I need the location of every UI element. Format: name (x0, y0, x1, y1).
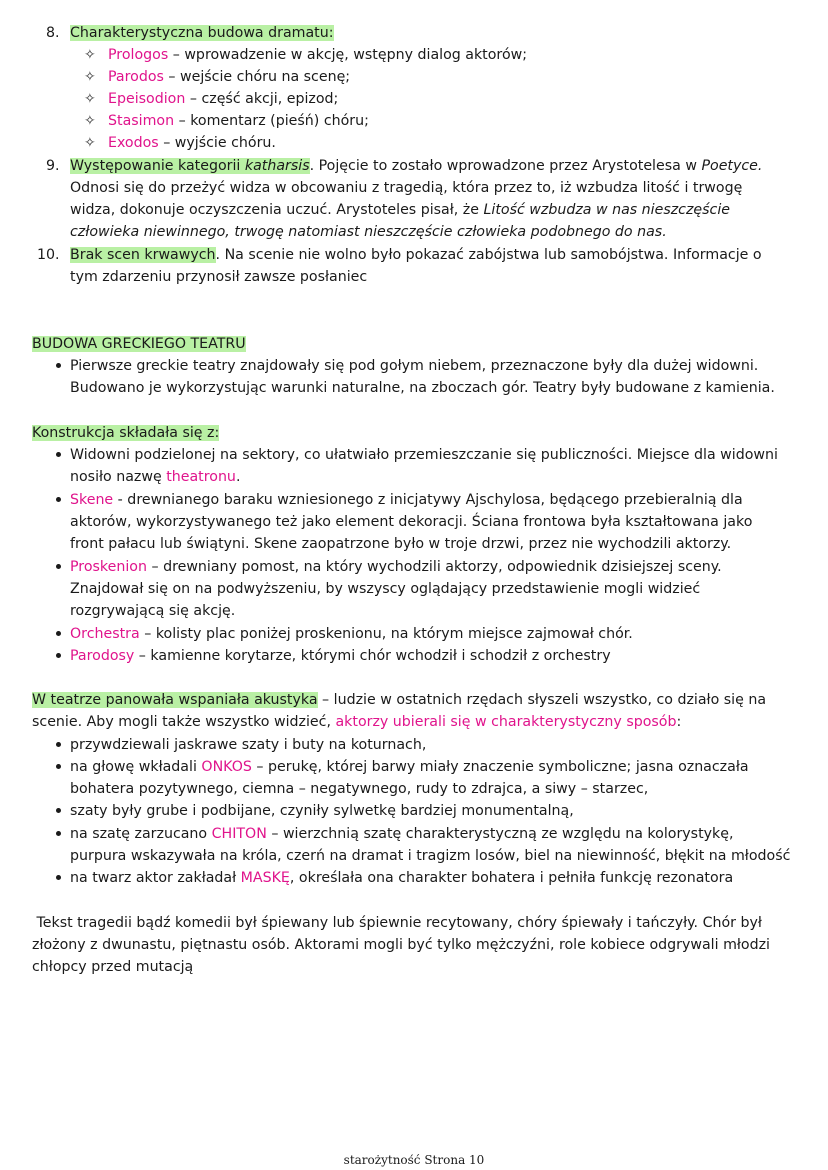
part-epeisodion: Epeisodion – część akcji, epizod; (108, 91, 339, 107)
proskenion-line-1: Proskenion – drewniany pomost, na który wychodzili aktorzy, odpowiednik dzisiejszej sceny. (70, 559, 722, 575)
bullet-icon (56, 564, 61, 569)
item-number: 9. (46, 158, 60, 174)
bullet-icon (56, 363, 61, 368)
item-9-line-1: Występowanie kategorii katharsis. Pojęcie to zostało wprowadzone przez Arystotelesa w Poetyce. (70, 158, 763, 174)
construction-heading: Konstrukcja składała się z: (32, 425, 220, 441)
costume-bullet-3: szaty były grube i podbijane, czyniły sylwetkę bardziej monumentalną, (70, 803, 574, 819)
costume-bullet-1: przywdziewali jaskrawe szaty i buty na koturnach, (70, 737, 427, 753)
item-9-line-2: Odnosi się do przeżyć widza w obcowaniu z tragedią, która przez to, iż wzbudza litość i trwogę (70, 180, 743, 196)
closing-line-2: złożony z dwunastu, piętnastu osób. Aktorami mogli być tylko mężczyźni, role kobiece odgrywali młodzi (32, 937, 770, 953)
item-number: 10. (37, 247, 60, 263)
skene-line-3: front pałacu lub świątyni. Skene zaopatrzone było w troje drzwi, przez nie wychodzili aktorzy. (70, 536, 732, 552)
section-heading: BUDOWA GRECKIEGO TEATRU (32, 336, 246, 352)
acoustics-line-1: W teatrze panowała wspaniała akustyka – ludzie w ostatnich rzędach słyszeli wszystko, co działo się na (32, 692, 767, 708)
item-number: 8. (46, 25, 60, 41)
item-8-heading: Charakterystyczna budowa dramatu: (70, 25, 334, 41)
four-pointed-star-icon: ✧ (84, 91, 96, 107)
acoustics-line-2: scenie. Aby mogli także wszystko widzieć, aktorzy ubierali się w charakterystyczny sposób: (32, 714, 682, 730)
skene-line-1: Skene - drewnianego baraku wzniesionego z inicjatywy Ajschylosa, będącego przebieralnią dla (70, 492, 743, 508)
costume-bullet-5: na twarz aktor zakładał MASKĘ, określała ona charakter bohatera i pełniła funkcję rezonatora (70, 870, 734, 886)
costume-bullet-4-line-1: na szatę zarzucano CHITON – wierzchnią szatę charakterystyczną ze względu na kolorystykę, (70, 826, 734, 842)
four-pointed-star-icon: ✧ (84, 47, 96, 63)
bullet-icon (56, 875, 61, 880)
page-footer: starożytność Strona 10 (343, 1153, 485, 1167)
bullet-icon (56, 808, 61, 813)
item-10-line-1: Brak scen krwawych. Na scenie nie wolno było pokazać zabójstwa lub samobójstwa. Informacje o (70, 247, 762, 263)
closing-line-3: chłopcy przed mutacją (32, 959, 194, 975)
parodosy-line: Parodosy – kamienne korytarze, którymi chór wchodził i schodził z orchestry (70, 648, 611, 664)
four-pointed-star-icon: ✧ (84, 69, 96, 85)
costume-bullet-2-line-2: bohatera pozytywnego, ciemna – negatywnego, rudy to zdrajca, a siwy – starzec, (70, 781, 649, 797)
item-9-line-4: człowieka niewinnego, trwogę natomiast nieszczęście człowieka podobnego do nas. (70, 224, 667, 240)
item-10-line-2: tym zdarzeniu przynosił zawsze posłaniec (70, 269, 368, 285)
item-9-line-3: widza, dokonuje oczyszczenia uczuć. Arystoteles pisał, że Litość wzbudza w nas nieszczęście (70, 202, 731, 218)
bullet-icon (56, 631, 61, 636)
intro-line-2: Budowano je wykorzystując warunki naturalne, na zboczach gór. Teatry były budowane z kamienia. (70, 380, 775, 396)
proskenion-line-3: rozgrywającą się akcję. (70, 603, 236, 619)
orchestra-line: Orchestra – kolisty plac poniżej proskenionu, na którym miejsce zajmował chór. (70, 626, 633, 642)
intro-line-1: Pierwsze greckie teatry znajdowały się pod gołym niebem, przeznaczone były dla dużej widowni. (70, 358, 759, 374)
costume-bullet-4-line-2: purpura wskazywała na króla, czerń na dramat i tragizm losów, biel na niewinność, błękit na młodość (70, 848, 791, 864)
part-parodos: Parodos – wejście chóru na scenę; (108, 69, 351, 85)
bullet-icon (56, 452, 61, 457)
four-pointed-star-icon: ✧ (84, 113, 96, 129)
part-stasimon: Stasimon – komentarz (pieśń) chóru; (108, 113, 369, 129)
part-prologos: Prologos – wprowadzenie w akcję, wstępny dialog aktorów; (108, 47, 528, 63)
costume-bullet-2-line-1: na głowę wkładali ONKOS – perukę, której barwy miały znaczenie symboliczne; jasna oznaczała (70, 759, 749, 775)
part-exodos: Exodos – wyjście chóru. (108, 135, 276, 151)
bullet-icon (56, 764, 61, 769)
bullet-icon (56, 653, 61, 658)
closing-line-1: Tekst tragedii bądź komedii był śpiewany lub śpiewnie recytowany, chóry śpiewały i tańczyły. Chór był (32, 915, 762, 931)
widownia-line-2: nosiło nazwę theatronu. (70, 469, 241, 485)
bullet-icon (56, 497, 61, 502)
bullet-icon (56, 742, 61, 747)
widownia-line-1: Widowni podzielonej na sektory, co ułatwiało przemieszczanie się publiczności. Miejsce dla widowni (70, 447, 778, 463)
proskenion-line-2: Znajdował się on na podwyższeniu, by wszyscy oglądający przedstawienie mogli widzieć (70, 581, 701, 597)
skene-line-2: aktorów, wykorzystywanego też jako element dekoracji. Ściana frontowa była kształtowana jako (70, 514, 753, 530)
bullet-icon (56, 831, 61, 836)
four-pointed-star-icon: ✧ (84, 135, 96, 151)
